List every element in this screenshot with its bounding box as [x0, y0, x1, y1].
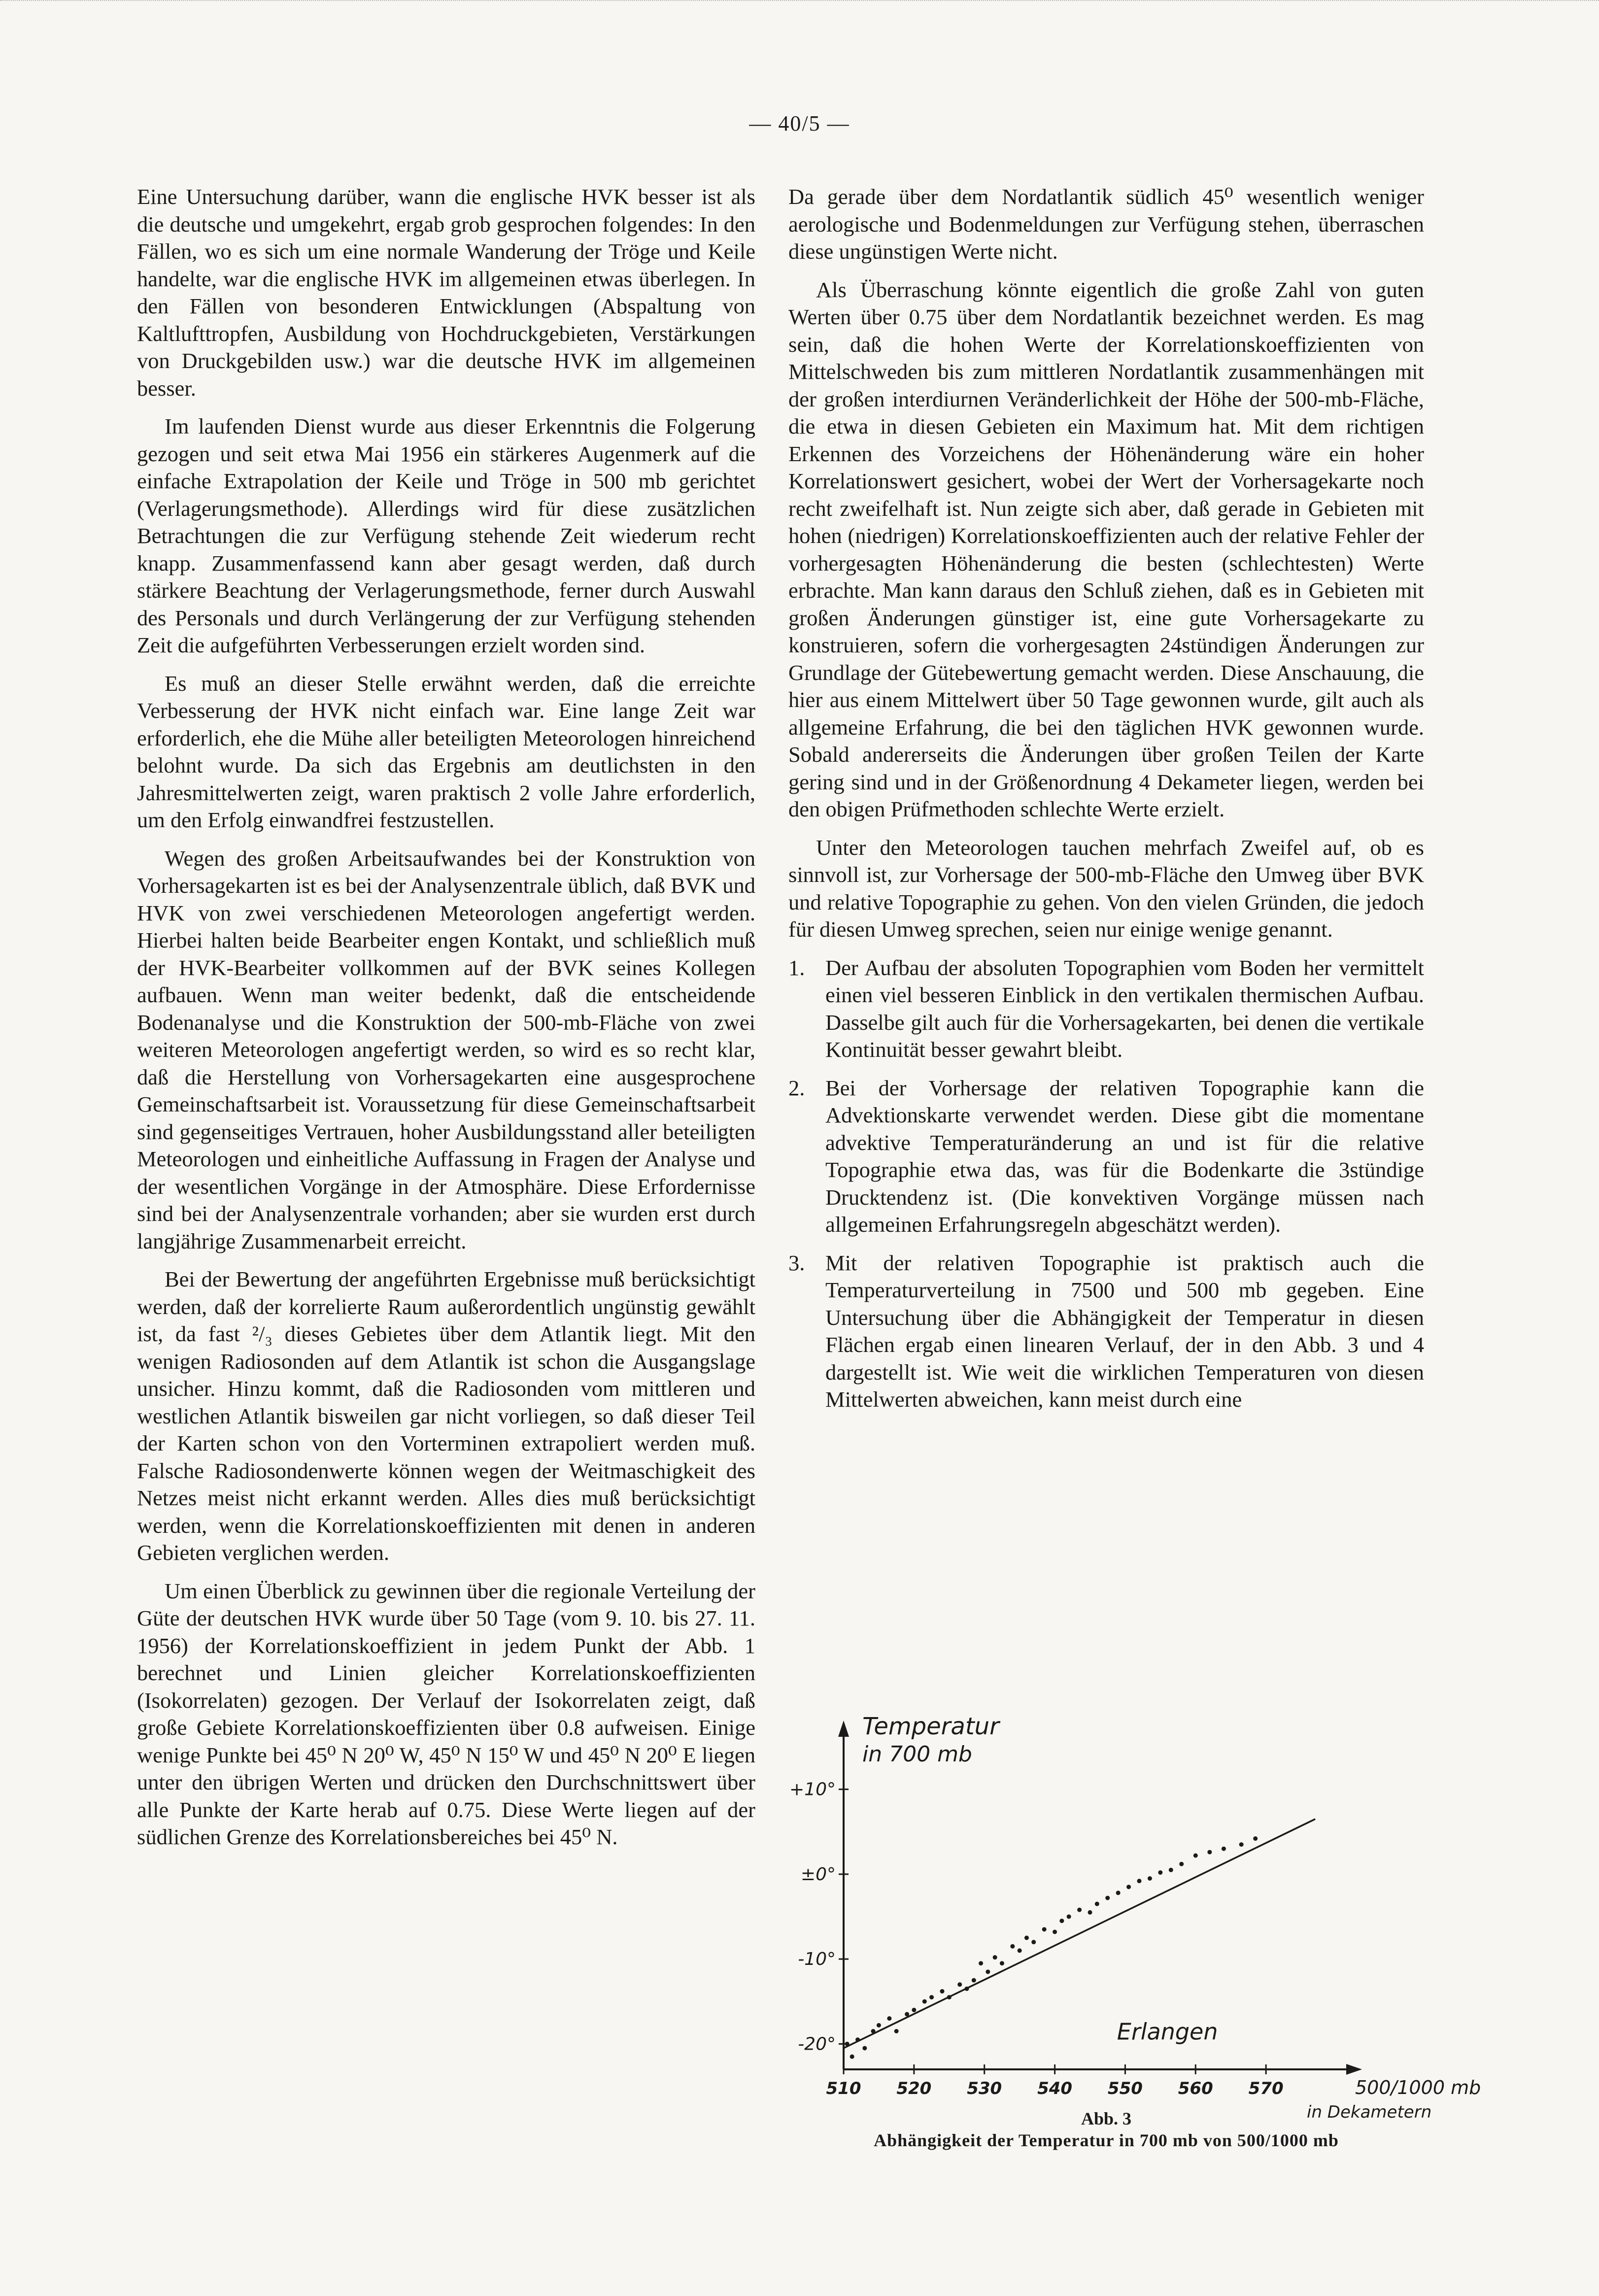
list-item [788, 1075, 1424, 1239]
paragraph: Eine Untersuchung darüber, wann die englische HVK besser ist als die deutsche und umgekehrt, ergab grob gesprochen folgendes: In den Fällen, wo es sich um eine normale Wanderung der Tröge und Keile handelte, war die englische HVK im allgemeinen etwas überlegen. In den Fällen von besonderen Entwicklungen (Abspaltung von Kaltlufttropfen, Ausbildung von Hochdruckgebieten, Verstärkungen von Druckgebilden usw.) war die deutsche HVK im allgemeinen besser. [137, 184, 755, 401]
x-tick-label: 510 [826, 2079, 861, 2098]
x-tick-label: 560 [1178, 2079, 1213, 2098]
paragraph: Es muß an dieser Stelle erwähnt werden, daß die erreichte Verbesserung der HVK nicht einfach war. Eine lange Zeit war erforderlich, ehe die Mühe aller beteiligten Meteorologen hinreichend belohnt wurde. Da sich das Ergebnis am deutlichsten in den Jahresmittelwerten zeigt, waren praktisch 2 volle Jahre erforderlich, um den Erfolg einwandfrei festzustellen. [137, 671, 755, 832]
data-point [1179, 1862, 1184, 1866]
data-point [1222, 1847, 1226, 1851]
page-number: — 40/5 — [749, 111, 850, 135]
paragraph: Im laufenden Dienst wurde aus dieser Erkenntnis die Folgerung gezogen und seit etwa Mai 1956 ein stärkeres Augenmerk auf die einfache Extrapolation der Keile und Tröge in 500 mb gerichtet (Verlagerungsmethode). Allerdings wird für diese zusätzlichen Betrachtungen die zur Verfügung stehende Zeit wiederum recht knapp. Zusammenfassend kann aber gesagt werden, daß durch stärkere Beachtung der Verlagerungsmethode, ferner durch Auswahl des Personals und durch Verlängerung der zur Verfügung stehenden Zeit die aufgeführten Verbesserungen erzielt worden sind. [137, 414, 755, 657]
data-point [1067, 1915, 1071, 1919]
data-point [1158, 1870, 1162, 1875]
data-point [850, 2055, 854, 2059]
list-number: 1. [788, 955, 805, 980]
chart-ticks [789, 1780, 1284, 2098]
paragraph: Wegen des großen Arbeitsaufwandes bei der Konstruktion von Vorhersagekarten ist es bei der Analysenzentrale üblich, daß BVK und HVK von zwei verschiedenen Meteorologen angefertigt werden. Hierbei halten beide Bearbeiter engen Kontakt, und schließlich muß der HVK-Bearbeiter vollkommen auf der BVK seines Kollegen aufbauen. Wenn man weiter bedenkt, daß die entscheidende Bodenanalyse und die Konstruktion der 500-mb-Fläche von zwei weiteren Meteorologen angefertigt werden, so wird es so recht klar, daß die Herstellung von Vorhersagekarten eine ausgesprochene Gemeinschaftsarbeit ist. Voraussetzung für diese Gemeinschaftsarbeit sind gegenseitiges Vertrauen, hoher Ausbildungsstand aller beteiligten Meteorologen und einheitliche Auffassung in Fragen der Analyse und der wesentlichen Vorgänge in der Atmosphäre. Diese Erfordernisse sind bei der Analysenzentrale vorhanden; aber sie wurden erst durch langjährige Zusammenarbeit erreicht. [137, 845, 755, 1253]
regression-line-group [844, 1819, 1315, 2048]
y-tick-label: +10° [789, 1779, 836, 1800]
right-column [788, 183, 1424, 1424]
data-point [877, 2023, 881, 2027]
data-point [1253, 1836, 1258, 1841]
data-point [905, 2012, 909, 2017]
data-point [1018, 1948, 1022, 1953]
paragraph: Um einen Überblick zu gewinnen über die regionale Verteilung der Güte der deutschen HVK wurde über 50 Tage (vom 9. 10. bis 27. 11. 1956) der Korrelationskoeffizient in jedem Punkt der Abb. 1 berechnet und Linien gleicher Korrelationskoeffizienten (Isokorrelaten) gezogen. Der Verlauf der Isokorrelaten zeigt, daß große Gebiete Korrelationskoeffizienten über 0.8 aufweisen. Einige wenige Punkte bei 45⁰ N 20⁰ W, 45⁰ N 15⁰ W und 45⁰ N 20⁰ E liegen unter den übrigen Werten und drücken den Durchschnittswert über alle Punkte der Karte herab auf 0.75. Diese Werte liegen auf der südlichen Grenze des Korrelationsbereiches bei 45⁰ N. [137, 1578, 755, 1849]
data-point [1148, 1876, 1152, 1881]
y-axis-arrow [838, 1721, 849, 1737]
chart-axes [838, 1721, 1362, 2075]
chart-annotation: Erlangen [1117, 2018, 1218, 2045]
data-point [929, 1995, 934, 1999]
paragraph: Unter den Meteorologen tauchen mehrfach Zweifel auf, ob es sinnvoll ist, zur Vorhersage der 500-mb-Fläche den Umweg über BVK und relative Topographie zu gehen. Von den vielen Gründen, die jedoch für diesen Umweg sprechen, seien nur einige wenige genannt. [788, 835, 1424, 942]
data-point [940, 1989, 945, 1993]
x-tick-label: 570 [1248, 2079, 1284, 2098]
x-axis-label: 500/1000 mb [1355, 2077, 1481, 2098]
data-point [1207, 1850, 1212, 1855]
data-point [1024, 1936, 1029, 1940]
data-point [862, 2046, 867, 2050]
data-point [993, 1955, 997, 1959]
data-point [1042, 1927, 1047, 1931]
y-tick-label: -10° [798, 1949, 836, 1970]
x-axis-arrow [1346, 2064, 1362, 2075]
data-point [1126, 1885, 1131, 1889]
data-point [887, 2016, 891, 2021]
figure-caption: Abhängigkeit der Temperatur in 700 mb von 500/1000 mb [874, 2130, 1339, 2150]
paragraph: Da gerade über dem Nordatlantik südlich 45⁰ wesentlich weniger aerologische und Bodenmeldungen zur Verfügung stehen, überraschen diese ungünstigen Werte nicht. [788, 184, 1424, 264]
numbered-list [788, 954, 1424, 1414]
data-point [1088, 1910, 1092, 1915]
data-point [922, 1999, 927, 2004]
regression-line [844, 1819, 1315, 2048]
y-axis-label-unit: in 700 mb [862, 1742, 972, 1767]
paragraph: Als Überraschung könnte eigentlich die große Zahl von guten Werten über 0.75 über dem Nordatlantik bezeichnet werden. Es mag sein, daß die hohen Werte der Korrelationskoeffizienten von Mittelschweden bis zum mittleren Nordatlantik zusammenhängen mit der großen interdiurnen Veränderlichkeit der Höhe der 500-mb-Fläche, die etwa in diesen Gebieten ein Maximum hat. Mit dem richtigen Erkennen des Vorzeichens der Höhenänderung wäre ein hoher Korrelationswert gesichert, wobei der Wert der Vorhersagekarte noch recht zweifelhaft ist. Nun zeigte sich aber, daß gerade in Gebieten mit hohen (niedrigen) Korrelationskoeffizienten auch der relative Fehler der vorhergesagten Höhenänderung die besten (schlechtesten) Werte erbrachte. Man kann daraus den Schluß ziehen, daß es in Gebieten mit großen Änderungen günstiger ist, eine gute Vorhersagekarte zu konstruieren, sofern die vorhergesagten 24stündigen Änderungen zur Grundlage der Gütebewertung gemacht werden. Diese Anschauung, die hier aus einem Mittelwert über 50 Tage gewonnen wurde, gilt auch als allgemeine Erfahrung, die bei den täglichen HVK gewonnen wurde. Sobald andererseits die Änderungen über großen Teilen der Karte gering sind und in der Größenordnung 4 Dekameter liegen, werden bei den obigen Prüfmethoden schlechte Werte erzielt. [788, 277, 1424, 821]
data-point [1095, 1902, 1099, 1906]
x-tick-label: 540 [1037, 2079, 1073, 2098]
data-point [1105, 1896, 1110, 1900]
data-point [871, 2029, 876, 2033]
data-point [1137, 1879, 1142, 1883]
data-point [957, 1982, 962, 1987]
y-axis-label: Temperatur [862, 1713, 999, 1740]
data-point [1053, 1930, 1057, 1934]
data-point [1116, 1891, 1121, 1895]
y-tick-label: -20° [798, 2034, 836, 2055]
data-point [1193, 1854, 1198, 1858]
x-axis-label-unit: in Dekametern [1307, 2102, 1432, 2122]
data-point [1031, 1940, 1036, 1944]
data-point [972, 1978, 976, 1983]
data-point [1239, 1842, 1244, 1847]
x-tick-label: 530 [967, 2079, 1002, 2098]
list-item [788, 1249, 1424, 1414]
x-tick-label: 550 [1107, 2079, 1143, 2098]
data-point [1000, 1961, 1004, 1965]
figure-label: Abb. 3 [1081, 2109, 1132, 2128]
data-point [855, 2037, 860, 2042]
data-point [1077, 1908, 1082, 1912]
data-point [912, 2008, 916, 2012]
data-point [1169, 1868, 1173, 1872]
paragraph: Bei der Bewertung der angeführten Ergebnisse muß berücksichtigt werden, daß der korrelierte Raum außerordentlich ungünstig gewählt ist, da fast ²/₃ dieses Gebietes über dem Atlantik liegt. Mit den wenigen Radiosonden auf dem Atlantik ist schon die Ausgangslage unsicher. Hinzu kommt, daß die Radiosonden vom mittleren und westlichen Atlantik bisweilen gar nicht vorliegen, so daß dieser Teil der Karten schon von den Vorterminen extrapoliert werden muß. Falsche Radiosondenwerte können wegen der Weitmaschigkeit des Netzes meist nicht erkannt werden. Alles dies muß berücksichtigt werden, wenn die Korrelationskoeffizienten mit denen in anderen Gebieten verglichen werden. [137, 1267, 755, 1565]
list-text: Bei der Vorhersage der relativen Topographie kann die Advektionskarte verwendet werden. Diese gibt die momentane advektive Temperaturänderung an und ist für die relative Topographie etwa das, was für die Bodenkarte die 3stündige Drucktendenz ist. (Die konvektiven Vorgänge müssen nach allgemeinen Erfahrungsregeln abgeschätzt werden). [825, 1075, 1424, 1237]
data-point [1059, 1919, 1064, 1923]
list-number: 2. [788, 1075, 805, 1100]
data-point [894, 2029, 899, 2033]
list-text: Mit der relativen Topographie ist praktisch auch die Temperaturverteilung in 7500 und 500 mb gegeben. Eine Untersuchung über die Abhängigkeit der Temperatur in diesen Flächen ergab einen linearen Verlauf, der in den Abb. 3 und 4 dargestellt ist. Wie weit die wirklichen Temperaturen von diesen Mittelwerten abweichen, kann meist durch eine [825, 1250, 1424, 1412]
list-item [788, 954, 1424, 1064]
data-point [1010, 1944, 1015, 1949]
y-tick-label: ±0° [800, 1864, 836, 1885]
data-point [845, 2042, 850, 2046]
left-column [137, 183, 755, 1862]
data-point [986, 1969, 990, 1974]
data-point [965, 1987, 969, 1991]
data-point [947, 1995, 952, 1999]
scan-edge [0, 0, 1599, 11]
list-number: 3. [788, 1250, 805, 1275]
x-tick-label: 520 [896, 2079, 932, 2098]
data-point [979, 1961, 983, 1965]
list-text: Der Aufbau der absoluten Topographien vom Boden her vermittelt einen viel besseren Einblick in den vertikalen thermischen Aufbau. Dasselbe gilt auch für die Vorhersagekarten, bei denen die vertikale Kontinuität besser gewahrt bleibt. [825, 955, 1424, 1062]
